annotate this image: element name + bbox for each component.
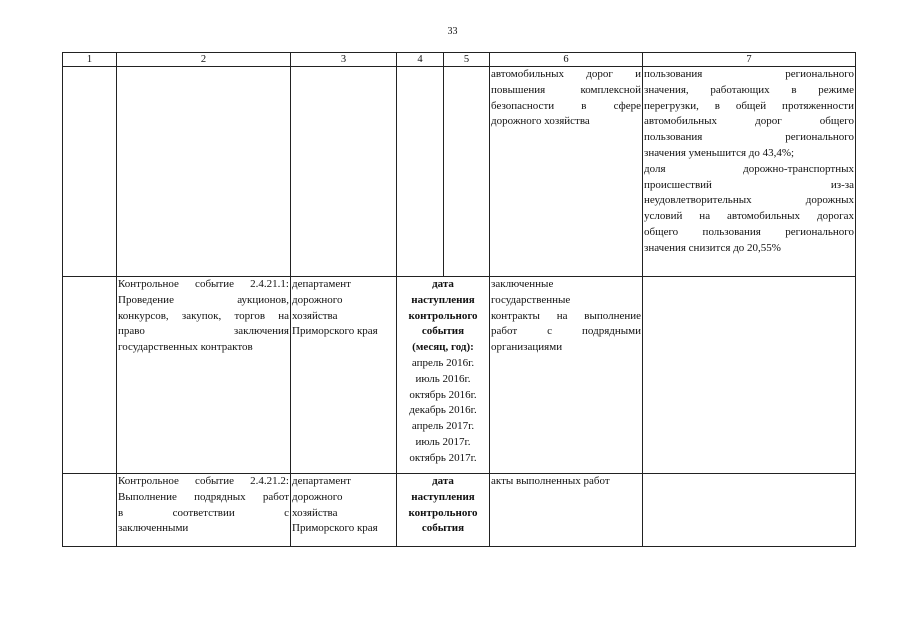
header-cell-2: 2 <box>117 53 291 67</box>
text-line: заключенными <box>118 522 189 535</box>
header-cell-1: 1 <box>63 53 117 67</box>
header-cell-4: 4 <box>397 53 444 67</box>
text-line: государственных контрактов <box>118 341 253 354</box>
header-cell-5: 5 <box>444 53 490 67</box>
text-line: контракты на выполнение <box>491 309 641 322</box>
row1-col7-indicators <box>643 67 856 277</box>
date-line: июль 2017г. <box>415 435 471 448</box>
text-line: наступления <box>411 490 475 503</box>
text-line: повышения комплексной <box>491 83 641 96</box>
text-line: дорожного <box>292 490 343 503</box>
text-line: государственные <box>491 293 571 306</box>
text-line: безопасности в сфере <box>491 99 641 112</box>
header-row <box>63 53 856 67</box>
header-cell-3: 3 <box>291 53 397 67</box>
text-line: Приморского края <box>292 325 378 338</box>
text-line: значения снизится до 20,55% <box>644 241 781 254</box>
date-line: апрель 2017г. <box>411 420 475 433</box>
text-line: Проведение аукционов, <box>118 293 289 306</box>
text-line: автомобильных дорог общего <box>644 115 854 128</box>
row3-col6-result <box>490 474 643 547</box>
row3-col45-date <box>397 474 490 547</box>
plan-table <box>62 52 856 547</box>
text-line: хозяйства <box>292 309 338 322</box>
row1-col4 <box>397 67 444 277</box>
text-line: общего пользования регионального <box>644 225 854 238</box>
text-line: доля дорожно-транспортных <box>644 162 854 175</box>
text-line: автомобильных дорог и <box>491 68 641 80</box>
table-row <box>63 277 856 474</box>
row2-col7 <box>643 277 856 474</box>
row2-col6-result <box>490 277 643 474</box>
text-line: происшествий из-за <box>644 178 854 191</box>
text-line: события <box>421 522 465 535</box>
date-line: декабрь 2016г. <box>409 404 477 417</box>
text-line: конкурсов, закупок, торгов на <box>118 309 289 322</box>
text-line: организациями <box>491 341 563 354</box>
text-line: события <box>421 325 465 338</box>
text-line: условий на автомобильных дорогах <box>644 210 854 223</box>
text-line: департамент <box>292 278 351 290</box>
text-line: заключенные <box>491 278 554 290</box>
row2-col1 <box>63 277 117 474</box>
row3-col1 <box>63 474 117 547</box>
date-line: апрель 2016г. <box>411 356 475 369</box>
row1-col3 <box>291 67 397 277</box>
row3-col3-executor <box>291 474 397 547</box>
text-line: Приморского края <box>292 522 378 535</box>
text-line: дата <box>432 475 454 487</box>
text-line: контрольного <box>408 506 478 519</box>
text-line: дорожного хозяйства <box>491 115 590 128</box>
text-line: дорожного <box>292 293 343 306</box>
text-line: акты выполненных работ <box>491 475 610 487</box>
date-line: октябрь 2017г. <box>409 451 477 464</box>
page-number: 33 <box>447 26 458 37</box>
row1-col2 <box>117 67 291 277</box>
text-line: пользования регионального <box>644 131 854 144</box>
table-row <box>63 67 856 277</box>
row2-col45-date <box>397 277 490 474</box>
row1-col5 <box>444 67 490 277</box>
header-cell-7: 7 <box>643 53 856 67</box>
text-line: значения, работающих в режиме <box>644 83 854 96</box>
row3-col7 <box>643 474 856 547</box>
row1-col1 <box>63 67 117 277</box>
row2-col2-event <box>117 277 291 474</box>
row1-col6-goal <box>490 67 643 277</box>
text-line: Выполнение подрядных работ <box>118 490 289 503</box>
text-line: работ с подрядными <box>491 325 641 338</box>
table-row <box>63 474 856 547</box>
text-line: в соответствии с <box>118 506 289 519</box>
text-line: (месяц, год): <box>412 341 474 354</box>
header-cell-6: 6 <box>490 53 643 67</box>
text-line: значения уменьшится до 43,4%; <box>644 146 795 159</box>
text-line: Контрольное событие 2.4.21.1: <box>118 278 289 290</box>
date-line: октябрь 2016г. <box>409 388 477 401</box>
text-line: дата <box>432 278 454 290</box>
text-line: наступления <box>411 293 475 306</box>
row2-col3-executor <box>291 277 397 474</box>
text-line: департамент <box>292 475 351 487</box>
date-line: июль 2016г. <box>415 372 471 385</box>
text-line: неудовлетворительных дорожных <box>644 194 854 207</box>
text-line: перегрузки, в общей протяженности <box>644 99 854 112</box>
row3-col2-event <box>117 474 291 547</box>
text-line: контрольного <box>408 309 478 322</box>
text-line: хозяйства <box>292 506 338 519</box>
text-line: Контрольное событие 2.4.21.2: <box>118 475 289 487</box>
text-line: пользования регионального <box>644 68 854 80</box>
text-line: право заключения <box>118 325 289 338</box>
